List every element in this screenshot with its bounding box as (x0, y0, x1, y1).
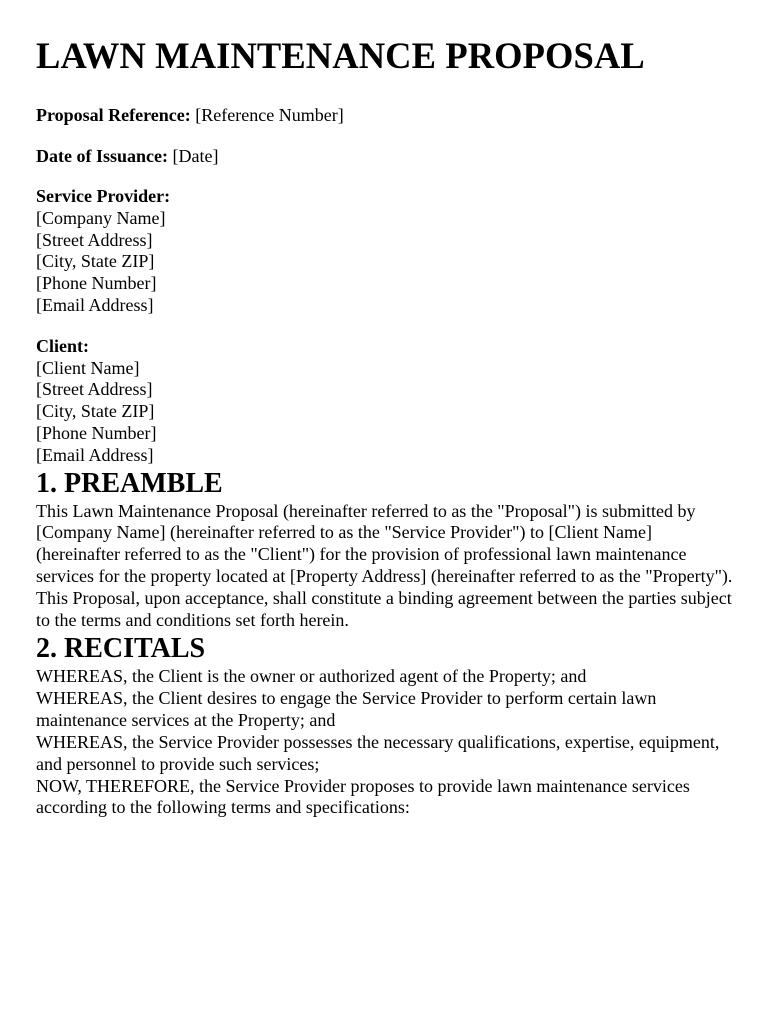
client-city-state-zip: [City, State ZIP] (36, 401, 155, 422)
recital-paragraph-engage: WHEREAS, the Client desires to engage the Service Provider to perform certain lawn maintenance services at the Property; and (36, 687, 657, 730)
recital-paragraph-qualifications: WHEREAS, the Service Provider possesses the necessary qualifications, expertise, equipment, and personnel to provide such services; (36, 731, 720, 774)
provider-email-address: [Email Address] (36, 294, 154, 315)
preamble-paragraph: This Lawn Maintenance Proposal (hereinafter referred to as the "Proposal") is submitted by [Company Name] (hereinafter referred to as the "Service Provider") to [Client Name] (hereinafter referred to as the "Client") for the provision of professional lawn maintenance services for the property located at [Property Address] (hereinafter referred to as the "Property"). This Proposal, upon acceptance, shall constitute a binding agreement between the parties subject to the terms and conditions set forth herein. (36, 500, 733, 631)
proposal-reference-value: [Reference Number] (195, 105, 344, 125)
service-provider-block (36, 186, 736, 317)
section-heading-recitals: 2. RECITALS (36, 633, 206, 664)
provider-street-address: [Street Address] (36, 229, 153, 250)
proposal-reference (36, 104, 736, 126)
proposal-reference-label: Proposal Reference: (36, 105, 191, 125)
document-page (36, 34, 736, 819)
provider-company-name: [Company Name] (36, 207, 166, 228)
client-phone-number: [Phone Number] (36, 422, 157, 443)
client-email-address: [Email Address] (36, 444, 154, 465)
client-street-address: [Street Address] (36, 379, 153, 400)
service-provider-label: Service Provider: (36, 186, 171, 206)
recital-paragraph-therefore: NOW, THEREFORE, the Service Provider proposes to provide lawn maintenance services according to the following terms and specifications: (36, 775, 690, 818)
date-of-issuance-value: [Date] (172, 146, 219, 166)
provider-city-state-zip: [City, State ZIP] (36, 251, 155, 272)
provider-phone-number: [Phone Number] (36, 273, 157, 294)
date-of-issuance (36, 145, 736, 167)
client-label: Client: (36, 335, 89, 356)
client-name: [Client Name] (36, 357, 140, 378)
recital-paragraph-owner: WHEREAS, the Client is the owner or authorized agent of the Property; and (36, 666, 587, 686)
section-heading-preamble: 1. PREAMBLE (36, 467, 223, 499)
client-block (36, 336, 736, 467)
date-of-issuance-label: Date of Issuance: (36, 146, 168, 166)
document-title: LAWN MAINTENANCE PROPOSAL (36, 35, 645, 76)
